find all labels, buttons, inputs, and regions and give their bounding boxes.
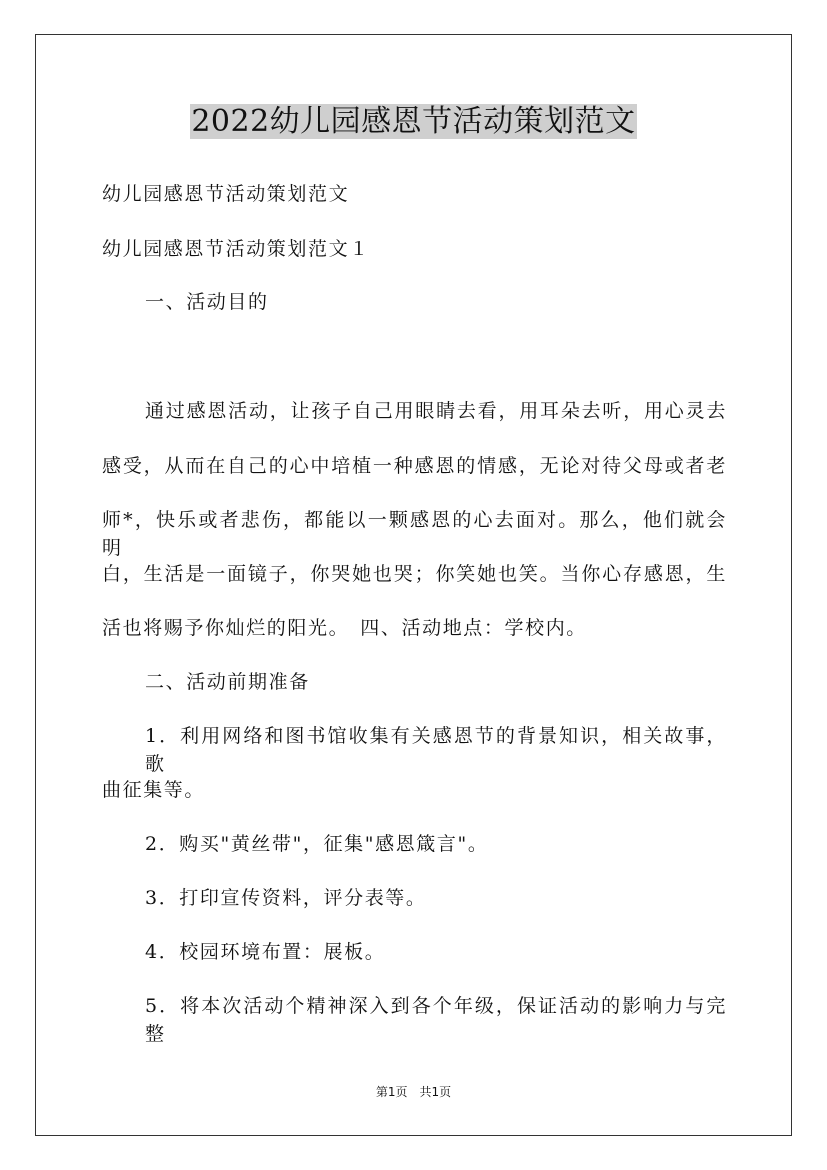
list-item: 2．购买"黄丝带"，征集"感恩箴言"。 [145, 833, 489, 855]
document-title-text: 2022幼儿园感恩节活动策划范文 [191, 104, 636, 139]
list-item: 4．校园环境布置：展板。 [145, 941, 386, 963]
paragraph-line: 通过感恩活动，让孩子自己用眼睛去看，用耳朵去听，用心灵去 [145, 400, 727, 422]
paragraph-line: 师*，快乐或者悲伤，都能以一颗感恩的心去面对。那么，他们就会明 [102, 509, 727, 559]
list-item: 5．将本次活动个精神深入到各个年级，保证活动的影响力与完整 [145, 995, 727, 1045]
list-item: 1．利用网络和图书馆收集有关感恩节的背景知识，相关故事，歌 [145, 725, 727, 775]
page-footer: 第1页 共1页 [375, 1085, 452, 1099]
document-title [0, 100, 827, 144]
list-item: 3．打印宣传资料，评分表等。 [145, 887, 427, 909]
list-item-continuation: 曲征集等。 [102, 779, 206, 801]
section-heading-preparation: 二、活动前期准备 [145, 671, 310, 693]
doc-subheading: 幼儿园感恩节活动策划范文１ [102, 238, 370, 260]
doc-heading: 幼儿园感恩节活动策划范文 [102, 183, 350, 205]
paragraph-line: 感受，从而在自己的心中培植一种感恩的情感，无论对待父母或者老 [102, 455, 727, 477]
section-heading-purpose: 一、活动目的 [145, 291, 269, 313]
paragraph-line: 白，生活是一面镜子，你哭她也哭；你笑她也笑。当你心存感恩，生 [102, 563, 727, 585]
paragraph-line: 活也将赐予你灿烂的阳光。 四、活动地点：学校内。 [102, 617, 587, 639]
